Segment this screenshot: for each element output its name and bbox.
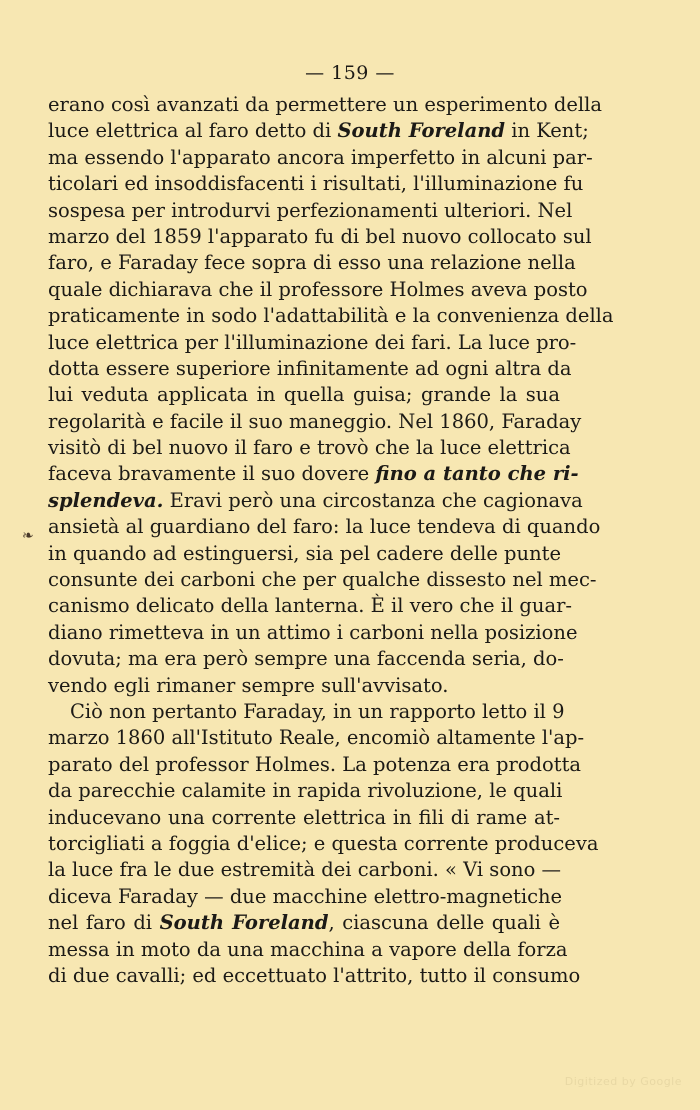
text-segment: luce elettrica al faro detto di: [48, 119, 338, 143]
text-segment: lui veduta applicata in quella guisa; grande la sua: [48, 383, 560, 407]
text-segment: erano così avanzati da permettere un esperimento della: [48, 93, 602, 116]
text-segment: da parecchie calamite in rapida rivoluzione, le quali: [48, 779, 563, 803]
text-line: [48, 488, 583, 514]
text-line: [48, 963, 581, 989]
text-segment: inducevano una corrente elettrica in fili di rame at-: [48, 805, 560, 829]
text-segment: marzo del 1859 l'apparato fu di bel nuovo collocato sul: [48, 224, 592, 248]
text-segment: quale dichiarava che il professore Holmes aveva posto: [48, 277, 588, 301]
text-line: [48, 224, 592, 250]
text-line: [48, 593, 573, 619]
text-line: [48, 330, 577, 356]
italic-text: fino a tanto che ri-: [375, 462, 579, 486]
text-line: [48, 937, 568, 963]
text-line: [48, 461, 579, 487]
text-segment: faceva bravamente il suo dovere: [48, 462, 376, 486]
italic-text: South Foreland: [337, 119, 506, 143]
text-segment: dotta essere superiore infinitamente ad ogni altra da: [48, 356, 572, 380]
text-line: [48, 303, 614, 329]
text-line: [48, 409, 582, 435]
text-segment: diano rimetteva in un attimo i carboni nella posizione: [48, 620, 578, 644]
text-line: [48, 673, 560, 699]
text-segment: consunte dei carboni che per qualche dissesto nel mec-: [48, 568, 597, 592]
text-segment: marzo 1860 all'Istituto Reale, encomiò altamente l'ap-: [48, 726, 585, 750]
text-segment: la luce fra le due estremità dei carboni. « Vi sono —: [48, 858, 562, 882]
text-line: [48, 752, 582, 778]
text-line: [48, 699, 565, 725]
text-segment: dovuta; ma era però sempre una faccenda seria, do-: [48, 647, 564, 671]
text-line: [48, 356, 572, 382]
italic-text: South Foreland: [159, 911, 329, 935]
text-segment: luce elettrica per l'illuminazione dei fari. La luce pro-: [48, 330, 577, 354]
text-line: [48, 435, 571, 461]
text-segment: in quando ad estinguersi, sia pel cadere delle punte: [48, 541, 562, 565]
text-line: [48, 884, 563, 910]
text-segment: in Kent;: [505, 119, 589, 143]
text-segment: Eravi però una circostanza che cagionava: [163, 488, 583, 512]
text-line: [48, 620, 578, 646]
text-line: [48, 567, 597, 593]
text-segment: ticolari ed insoddisfacenti i risultati, l'illuminazione fu: [48, 172, 584, 196]
text-segment: visitò di bel nuovo il faro e trovò che la luce elettrica: [48, 436, 571, 460]
watermark: Digitized by Google: [564, 1075, 682, 1088]
text-segment: , ciascuna delle quali è: [328, 911, 560, 935]
text-line: [48, 118, 589, 144]
italic-text: splendeva.: [48, 488, 164, 512]
paragraph: [48, 92, 614, 699]
text-segment: Ciò non pertanto Faraday, in un rapporto letto il 9: [70, 699, 565, 723]
page-number: — 159 —: [305, 62, 395, 84]
text-segment: faro, e Faraday fece sopra di esso una relazione nella: [48, 251, 576, 275]
text-line: [48, 541, 560, 567]
margin-mark-icon: ❧: [22, 528, 34, 544]
text-segment: nel faro di: [48, 911, 160, 935]
text-segment: messa in moto da una macchina a vapore della forza: [48, 937, 568, 961]
paragraph: [48, 699, 599, 989]
text-line: [48, 277, 588, 303]
text-line: [48, 910, 560, 936]
text-line: [48, 250, 576, 276]
text-line: [48, 382, 560, 408]
text-line: [48, 514, 601, 540]
text-segment: parato del professor Holmes. La potenza era prodotta: [48, 752, 582, 776]
text-line: [48, 646, 564, 672]
text-line: [48, 831, 599, 857]
text-line: [48, 778, 563, 804]
text-segment: ma essendo l'apparato ancora imperfetto in alcuni par-: [48, 145, 593, 169]
text-segment: di due cavalli; ed eccettuato l'attrito, tutto il consumo: [48, 963, 581, 987]
text-segment: torcigliati a foggia d'elice; e questa corrente produceva: [48, 831, 599, 855]
body-text: [48, 92, 614, 989]
text-line: [48, 725, 585, 751]
text-segment: regolarità e facile il suo maneggio. Nel 1860, Faraday: [48, 409, 582, 433]
text-line: [48, 145, 593, 171]
text-line: [48, 171, 584, 197]
text-line: [48, 857, 560, 883]
text-segment: praticamente in sodo l'adattabilità e la convenienza della: [48, 304, 614, 328]
text-segment: canismo delicato della lanterna. È il vero che il guar-: [48, 594, 573, 618]
text-line: [48, 92, 602, 118]
text-line: [48, 198, 573, 224]
text-segment: sospesa per introdurvi perfezionamenti ulteriori. Nel: [48, 198, 573, 222]
text-segment: ansietà al guardiano del faro: la luce tendeva di quando: [48, 515, 601, 539]
text-segment: diceva Faraday — due macchine elettro-magnetiche: [48, 884, 563, 908]
text-segment: vendo egli rimaner sempre sull'avvisato.: [48, 673, 449, 697]
text-line: [48, 805, 560, 831]
